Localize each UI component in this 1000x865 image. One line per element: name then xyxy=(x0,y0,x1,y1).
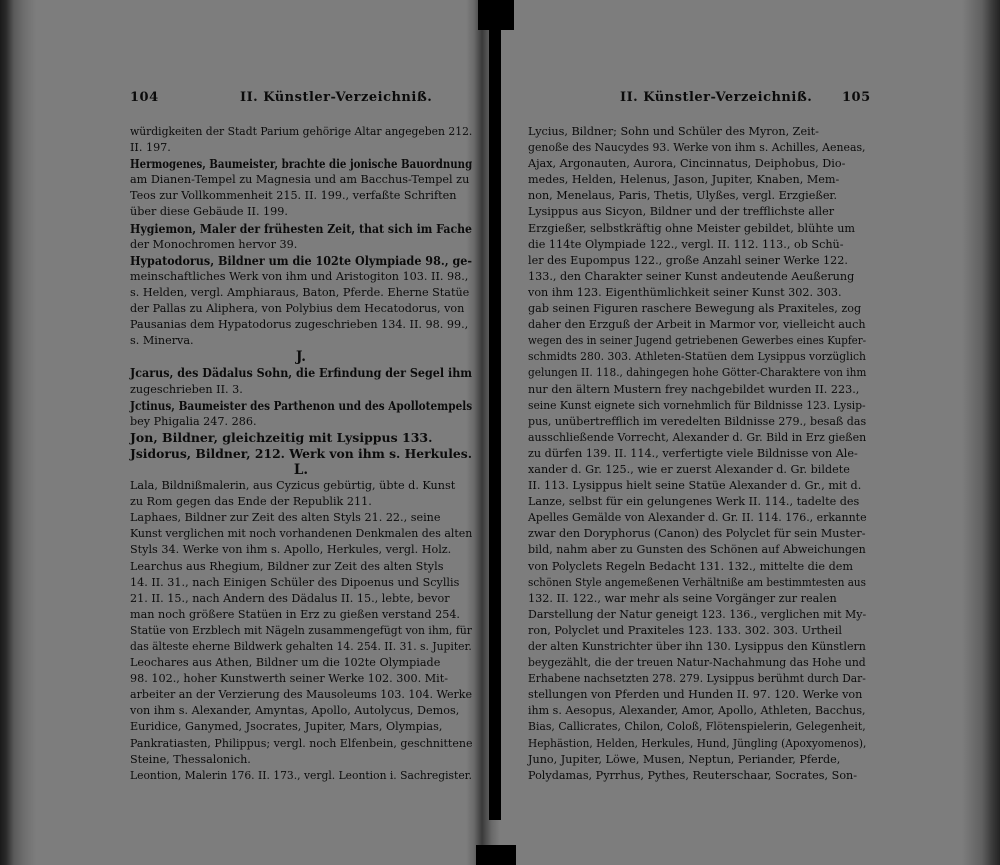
text-line: beygezählt, die der treuen Natur-Nachahmung das Hohe und xyxy=(528,656,866,670)
text-line: 133., den Charakter seiner Kunst andeutende Aeußerung xyxy=(528,269,855,283)
text-line: Styls 34. Werke von ihm s. Apollo, Herkules, vergl. Holz. xyxy=(130,543,452,557)
text-line: schönen Style angemeßenen Verhältniße am bestimmtesten aus xyxy=(528,575,866,589)
text-line: bild, nahm aber zu Gunsten des Schönen auf Abweichungen xyxy=(528,543,866,557)
text-line: 132. II. 122., war mehr als seine Vorgänger zur realen xyxy=(528,591,837,605)
text-line: ler des Eupompus 122., große Anzahl seiner Werke 122. xyxy=(528,253,848,267)
text-line: Erhabene nachsetzten 278. 279. Lysippus berühmt durch Dar- xyxy=(528,672,866,686)
spine-shadow-bottom xyxy=(476,845,516,865)
entry-hygiemon: Hygiemon, Maler der frühesten Zeit, that sich im Fache xyxy=(130,220,473,236)
text-line: das älteste eherne Bildwerk gehalten 14. 254. II. 31. s. Jupiter. xyxy=(130,640,472,653)
entry-leochares: Leochares aus Athen, Bildner um die 102te Olympiade xyxy=(130,656,441,670)
text-line: s. Minerva. xyxy=(130,334,194,348)
text-line: Steine, Thessalonich. xyxy=(130,752,251,766)
entry-leontion: Leontion, Malerin 176. II. 173., vergl. Leontion i. Sachregister. xyxy=(130,768,473,782)
text-line: Kunst verglichen mit noch vorhandenen Denkmalen des alten xyxy=(130,527,473,541)
text-line: pus, unübertrefflich im veredelten Bildnisse 279., besaß das xyxy=(528,414,867,428)
text-line: medes, Helden, Helenus, Jason, Jupiter, Knaben, Mem- xyxy=(528,173,840,187)
text-line: non, Menelaus, Paris, Thetis, Ulyßes, vergl. Erzgießer. xyxy=(528,189,838,203)
text-line: Bias, Callicrates, Chilon, Coloß, Flötenspielerin, Gelegenheit, xyxy=(528,720,866,734)
text-line: zwar den Doryphorus (Canon) des Polyclet für sein Muster- xyxy=(528,527,866,541)
right-page-number: 105 xyxy=(842,90,871,105)
text-line: am Dianen-Tempel zu Magnesia und am Bacchus-Tempel zu xyxy=(130,173,470,187)
text-line: gab seinen Figuren raschere Bewegung als Praxiteles, zog xyxy=(528,302,862,316)
text-line: Erzgießer, selbstkräftig ohne Meister gebildet, blühte um xyxy=(528,221,856,235)
text-line: xander d. Gr. 125., wie er zuerst Alexander d. Gr. bildete xyxy=(528,462,850,476)
text-line: über diese Gebäude II. 199. xyxy=(130,205,288,219)
text-line: wegen des in seiner Jugend getriebenen Gewerbes eines Kupfer- xyxy=(528,334,867,348)
entry-lycius: Lycius, Bildner; Sohn und Schüler des Myron, Zeit- xyxy=(528,125,819,138)
text-line: Apelles Gemälde von Alexander d. Gr. II. 114. 176., erkannte xyxy=(528,511,867,525)
text-line: würdigkeiten der Stadt Parium gehörige Altar angegeben 212. xyxy=(130,125,473,138)
section-letter-j: J. xyxy=(295,349,307,366)
text-line: Pausanias dem Hypatodorus zugeschrieben 134. II. 98. 99., xyxy=(130,318,469,332)
entry-laphaes: Laphaes, Bildner zur Zeit des alten Styls 21. 22., seine xyxy=(130,511,441,525)
text-line: ausschließende Vorrecht, Alexander d. Gr. Bild in Erz gießen xyxy=(528,430,867,444)
text-line: von ihm 123. Eigenthümlichkeit seiner Kunst 302. 303. xyxy=(528,285,842,299)
text-line: ihm s. Aesopus, Alexander, Amor, Apollo, Athleten, Bacchus, xyxy=(528,704,866,718)
entry-lysippus: Lysippus aus Sicyon, Bildner und der trefflichste aller xyxy=(528,205,835,219)
text-line: Darstellung der Natur geneigt 123. 136., verglichen mit My- xyxy=(528,607,867,621)
right-scan-edge xyxy=(962,0,1000,865)
text-line: Polydamas, Pyrrhus, Pythes, Reuterschaar, Socrates, Son- xyxy=(528,768,858,782)
text-line: genoße des Naucydes 93. Werke von ihm s. Achilles, Aeneas, xyxy=(528,141,866,155)
text-line: nur den ältern Mustern frey nachgebildet wurden II. 223., xyxy=(528,382,860,396)
text-line: der alten Kunstrichter über ihn 130. Lysippus den Künstlern xyxy=(528,640,866,653)
entry-jcarus: Jcarus, des Dädalus Sohn, die Erfindung der Segel ihm xyxy=(130,365,473,381)
entry-jctinus: Jctinus, Baumeister des Parthenon und des Apollotempels xyxy=(130,397,473,413)
text-line: ron, Polyclet und Praxiteles 123. 133. 302. 303. Urtheil xyxy=(528,623,842,637)
text-line: daher den Erzguß der Arbeit in Marmor vor, vielleicht auch xyxy=(528,318,866,332)
text-line: 14. II. 31., nach Einigen Schüler des Dipoenus und Scyllis xyxy=(130,575,460,589)
text-line: zu Rom gegen das Ende der Republik 211. xyxy=(130,495,372,509)
text-line: Teos zur Vollkommenheit 215. II. 199., verfaßte Schriften xyxy=(130,189,457,203)
text-line: der Monochromen hervor 39. xyxy=(130,237,298,251)
text-line: Hephästion, Helden, Herkules, Hund, Jüngling (Apoxyomenos), xyxy=(528,736,867,750)
text-line: meinschaftliches Werk von ihm und Aristogiton 103. II. 98., xyxy=(130,269,469,283)
text-line: Pankratiasten, Philippus; vergl. noch Elfenbein, geschnittene xyxy=(130,736,473,750)
text-line: zugeschrieben II. 3. xyxy=(130,382,243,396)
spine-shadow-top xyxy=(478,0,514,30)
text-line: schmidts 280. 303. Athleten-Statüen dem Lysippus vorzüglich xyxy=(528,350,866,364)
section-letter-l: L. xyxy=(293,461,309,478)
text-line: Lanze, selbst für ein gelungenes Werk II. 114., tadelte des xyxy=(528,495,860,509)
entry-learchus: Learchus aus Rhegium, Bildner zur Zeit des alten Styls xyxy=(130,559,444,573)
right-page-text xyxy=(528,124,866,784)
text-line: Ajax, Argonauten, Aurora, Cincinnatus, Deiphobus, Dio- xyxy=(528,157,846,171)
text-line: II. 197. xyxy=(130,141,171,155)
entry-jsidorus: Jsidorus, Bildner, 212. Werk von ihm s. Herkules. xyxy=(130,445,473,461)
entry-hermogenes: Hermogenes, Baumeister, brachte die jonische Bauordnung xyxy=(130,156,473,172)
text-line: arbeiter an der Verzierung des Mausoleums 103. 104. Werke xyxy=(130,688,473,702)
entry-jon: Jon, Bildner, gleichzeitig mit Lysippus 133. xyxy=(130,429,433,445)
text-line: von ihm s. Alexander, Amyntas, Apollo, Autolycus, Demos, xyxy=(130,704,460,718)
text-line: gelungen II. 118., dahingegen hohe Götter-Charaktere von ihm xyxy=(528,366,867,380)
text-line: Euridice, Ganymed, Jsocrates, Jupiter, Mars, Olympias, xyxy=(130,720,443,734)
text-line: der Pallas zu Aliphera, von Polybius dem Hecatodorus, von xyxy=(130,302,465,316)
text-line: Juno, Jupiter, Löwe, Musen, Neptun, Periander, Pferde, xyxy=(528,752,841,766)
entry-lala: Lala, Bildnißmalerin, aus Cyzicus gebürtig, übte d. Kunst xyxy=(130,479,456,493)
text-line: stellungen von Pferden und Hunden II. 97. 120. Werke von xyxy=(528,688,863,702)
right-running-title: II. Künstler-Verzeichniß. xyxy=(620,90,813,105)
text-line: man noch größere Statüen in Erz zu gießen verstand 254. xyxy=(130,607,460,621)
entry-hypatodorus: Hypatodorus, Bildner um die 102te Olympiade 98., ge- xyxy=(130,252,473,268)
spine-binding xyxy=(489,30,501,820)
text-line: die 114te Olympiade 122., vergl. II. 112. 113., ob Schü- xyxy=(528,237,844,251)
left-running-title: II. Künstler-Verzeichniß. xyxy=(240,90,433,105)
text-line: II. 113. Lysippus hielt seine Statüe Alexander d. Gr., mit d. xyxy=(528,479,862,493)
text-line: seine Kunst eignete sich vornehmlich für Bildnisse 123. Lysip- xyxy=(528,398,866,412)
left-page-number: 104 xyxy=(130,90,159,105)
text-line: von Polyclets Regeln Bedacht 131. 132., mittelte die dem xyxy=(528,559,853,573)
text-line: zu dürfen 139. II. 114., verfertigte viele Bildnisse von Ale- xyxy=(528,446,858,460)
left-scan-edge xyxy=(0,0,36,865)
text-line: 98. 102., hoher Kunstwerth seiner Werke 102. 300. Mit- xyxy=(130,672,449,686)
text-line: bey Phigalia 247. 286. xyxy=(130,414,257,428)
text-line: 21. II. 15., nach Andern des Dädalus II. 15., lebte, bevor xyxy=(130,591,450,605)
text-line: s. Helden, vergl. Amphiaraus, Baton, Pferde. Eherne Statüe xyxy=(130,285,470,299)
text-line: Statüe von Erzblech mit Nägeln zusammengefügt von ihm, für xyxy=(130,623,472,637)
left-page-text xyxy=(130,124,472,784)
